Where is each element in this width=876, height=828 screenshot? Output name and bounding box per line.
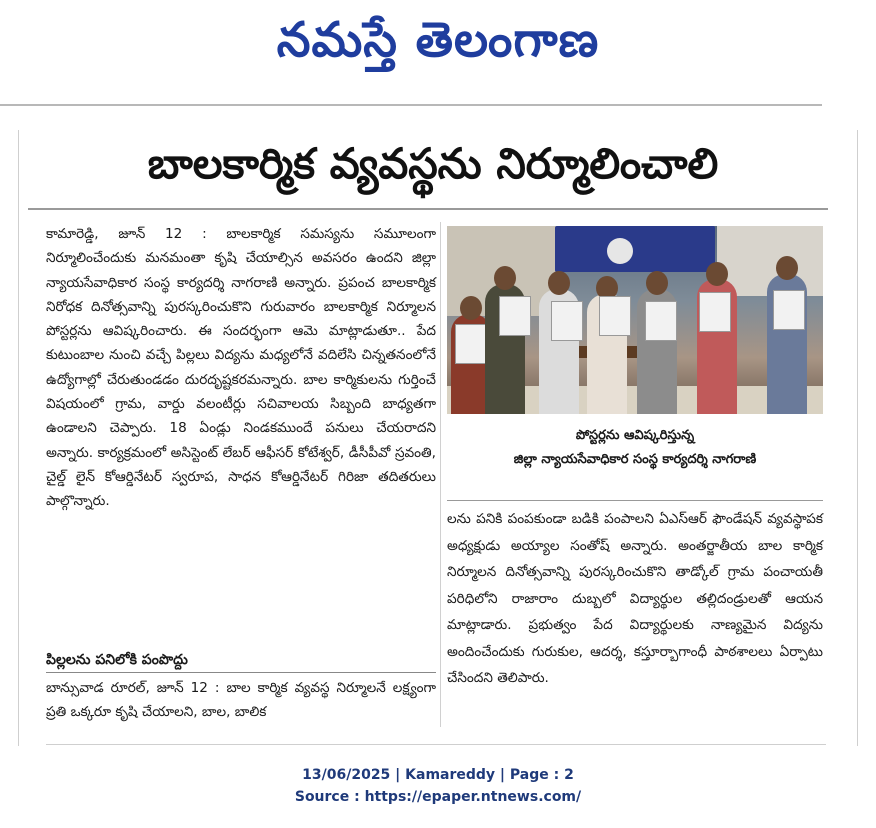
photo-poster (773, 290, 805, 330)
photo-person-head (548, 271, 570, 295)
article-second-subheading: పిల్లలను పనిలోకి పంపొద్దు (46, 652, 188, 668)
footer (0, 764, 876, 808)
article-second-body-right: లను పనికి పంపకుండా బడికి పంపాలని ఏఎస్ఆర్ ఫౌండేషన్ వ్యవస్థాపక అధ్యక్షుడు అయ్యాల సంతోష్ అన్నారు. అంతర్జాతీయ బాల కార్మిక నిర్మూలన దినోత్సవాన్ని పురస్కరించుకొని తాడ్కోల్ గ్రామ పంచాయతీ పరిధిలోని రాజారాం దుబ్బలో విద్యార్థుల తల్లిదండ్రులతో ఆయన మాట్లాడారు. ప్రభుత్వం పేద విద్యార్థులకు నాణ్యమైన విద్యను అందించేందుకు గురుకుల, ఆదర్శ, కస్తూర్బాగాంధీ పాఠశాలలు ఏర్పాటు చేసిందని తెలిపారు. (447, 511, 823, 686)
photo-poster (499, 296, 531, 336)
page-border-left (18, 130, 19, 746)
headline-divider (28, 208, 828, 210)
masthead-divider (0, 104, 822, 106)
photo-person-head (494, 266, 516, 290)
masthead-logo: నమస్తే తెలంగాణ (276, 12, 600, 68)
news-photo (447, 226, 823, 414)
photo-poster (699, 292, 731, 332)
photo-caption (447, 424, 823, 472)
article-second-body-left: బాన్సువాడ రూరల్, జూన్ 12 : బాల కార్మిక వ్యవస్థ నిర్మూలనే లక్ష్యంగా ప్రతి ఒక్కరూ కృషి చేయాలని, బాల, బాలిక (46, 680, 436, 720)
footer-source-line: Source : https://epaper.ntnews.com/ (294, 789, 582, 805)
photo-person-head (646, 271, 668, 295)
article-headline: బాలకార్మిక వ్యవస్థను నిర్మూలించాలి (147, 139, 719, 188)
article-main-body (46, 222, 436, 514)
photo-person-head (776, 256, 798, 280)
caption-divider (447, 500, 823, 501)
photo-poster (455, 324, 487, 364)
page-border-right (857, 130, 858, 746)
photo-person-head (706, 262, 728, 286)
photo-poster (645, 301, 677, 341)
column-divider (440, 222, 441, 727)
photo-caption-line2: జిల్లా న్యాయసేవాధికార సంస్థ కార్యదర్శి నాగరాణి (513, 452, 757, 467)
photo-banner (555, 226, 715, 272)
photo-poster (599, 296, 631, 336)
article-main-paragraph: కామారెడ్డి, జూన్ 12 : బాలకార్మిక సమస్యను సమూలంగా నిర్మూలించేందుకు మనమంతా కృషి చేయాల్సిన అవసరం ఉందని జిల్లా న్యాయసేవాధికార సంస్థ కార్యదర్శి నాగరాణి అన్నారు. ప్రపంచ బాలకార్మిక నిరోధక దినోత్సవాన్ని పురస్కరించుకొని గురువారం బాలకార్మిక నిర్మూలన పోస్టర్లను ఆవిష్కరించారు. ఈ సందర్భంగా ఆమె మాట్లాడుతూ.. పేద కుటుంబాల నుంచి వచ్చే పిల్లలు విద్యను మధ్యలోనే వదిలేసి చిన్నతనంలోనే ఉద్యోగాల్లో చేరుతుండడం దురదృష్టకరమన్నారు. బాల కార్మికులను గుర్తించే విషయంలో గ్రామ, వార్డు వలంటీర్లు సచివాలయ సిబ్బంది బాధ్యతగా ఉండాలని చెప్పారు. 18 ఏండ్లు నిండకముందే పనులు చేయరాదని అన్నారు. కార్యక్రమంలో అసిస్టెంట్ లేబర్ ఆఫీసర్ కోటేశ్వర్, డీసీపీవో స్రవంతి, చైల్డ్ లైన్ కోఆర్డినేటర్ స్వరూప, సాధన కోఆర్డినేటర్ గిరిజా తదితరులు పాల్గొన్నారు. (46, 226, 436, 510)
subheading-underline (46, 672, 436, 673)
footer-edition-line: 13/06/2025 | Kamareddy | Page : 2 (302, 767, 574, 783)
photo-banner-emblem (607, 238, 633, 264)
photo-poster (551, 301, 583, 341)
bottom-divider (46, 744, 826, 745)
photo-person-head (460, 296, 482, 320)
photo-caption-line1: పోస్టర్లను ఆవిష్కరిస్తున్న (575, 428, 695, 443)
